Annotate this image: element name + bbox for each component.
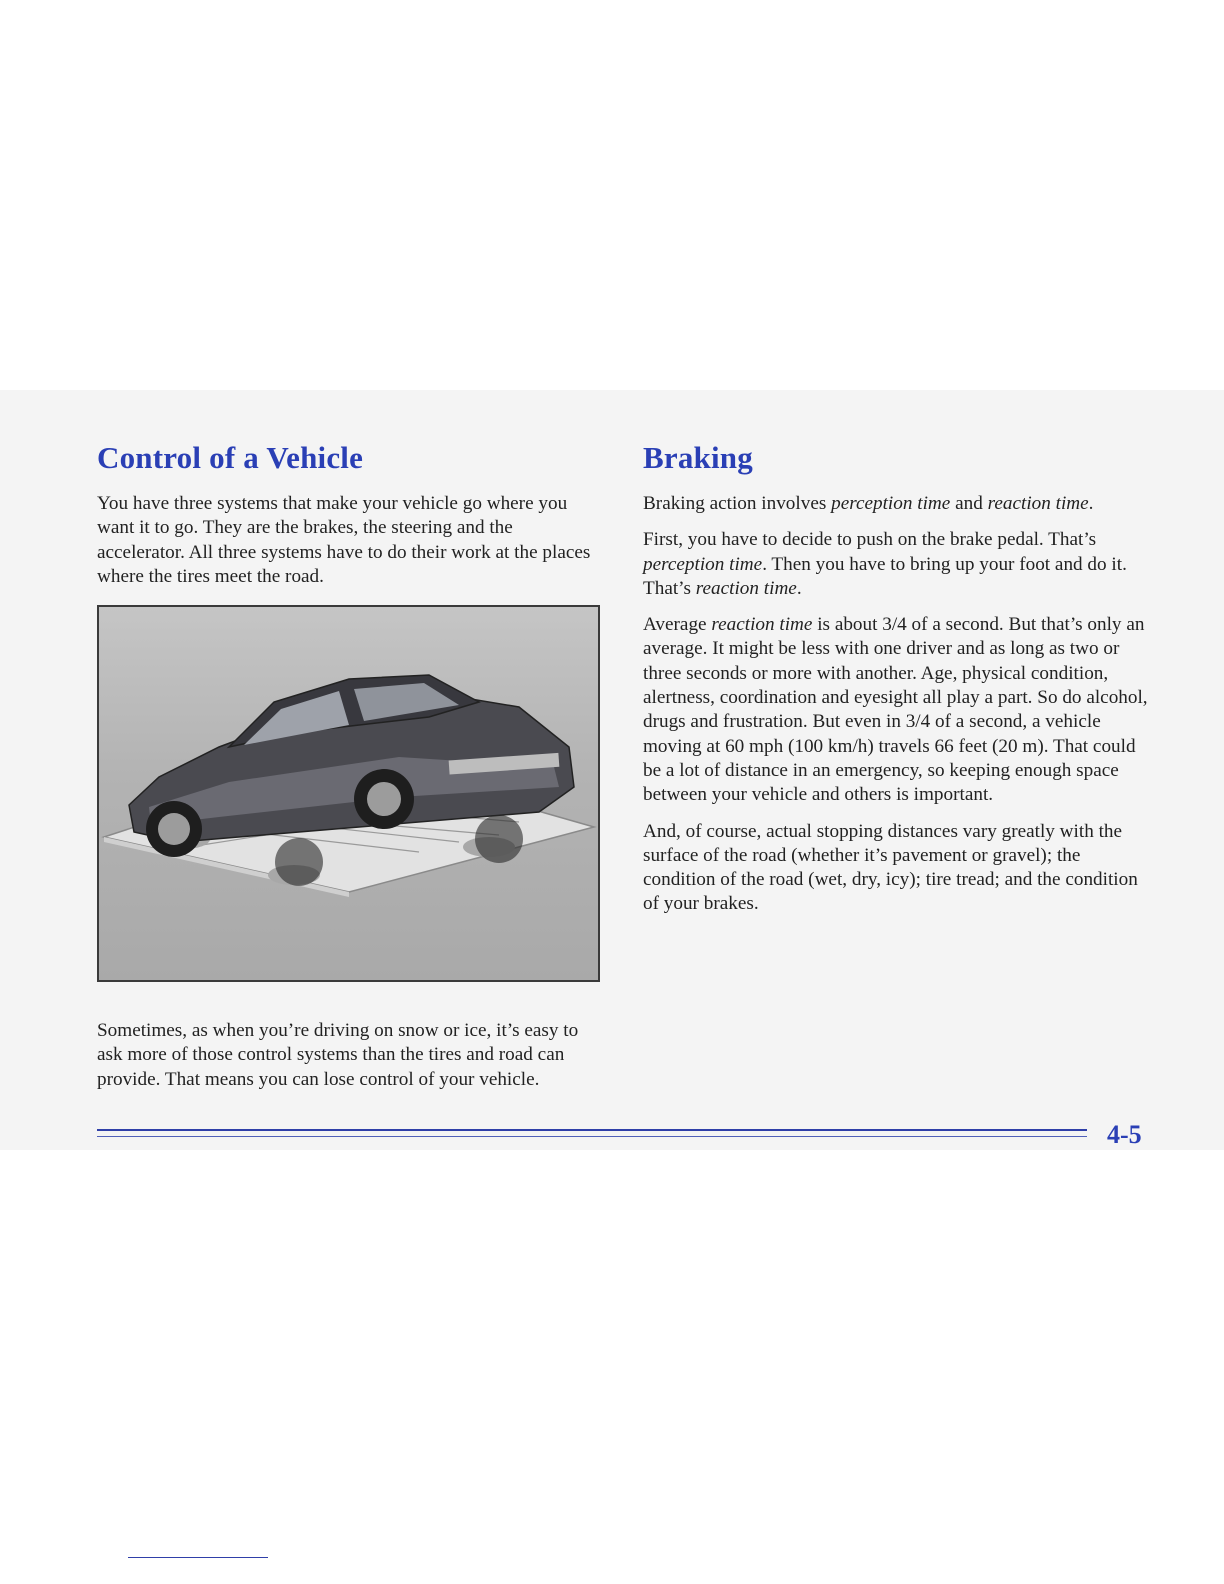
term-perception-time: perception time <box>643 553 763 575</box>
footer-rule-bottom <box>97 1136 1087 1137</box>
text-run: and <box>950 493 988 514</box>
text-run: Braking action involves <box>643 493 832 514</box>
section-heading-braking: Braking <box>643 440 753 475</box>
term-reaction-time: reaction time <box>987 493 1089 514</box>
text-run: is about 3/4 of a second. But that’s only an average. It might be less with one driver and as long as two or three seconds or more with another. Age, physical condition, alertness, coordination and eyesight all play a part. So do alcohol, drugs and frustration. But even in 3/4 of a second, a vehicle moving at 60 mph (100 km/h) travels 66 feet (20 m). That could be a lot of distance in an emergency, so keeping enough space between your vehicle and others is important. <box>643 614 1148 806</box>
left-bottom-block <box>97 1019 597 1104</box>
footer-rule-top <box>97 1129 1087 1131</box>
text-run: First, you have to decide to push on the brake pedal. That’s <box>643 529 1097 551</box>
section-heading-control: Control of a Vehicle <box>97 440 364 475</box>
left-column <box>97 440 602 601</box>
control-warning-paragraph: Sometimes, as when you’re driving on snow or ice, it’s easy to ask more of those control systems than the tires and road can provide. That means you can lose control of your vehicle. <box>97 1020 579 1090</box>
control-intro-paragraph: You have three systems that make your vehicle go where you want it to go. They are the brakes, the steering and the accelerator. All three systems have to do their work at the places where the tires meet the road. <box>97 493 591 587</box>
term-reaction-time: reaction time <box>695 577 797 599</box>
text-run: . <box>796 577 802 599</box>
term-perception-time: perception time <box>831 493 951 514</box>
text-run: . <box>1088 493 1094 514</box>
term-reaction-time: reaction time <box>711 614 813 636</box>
footer-short-line <box>128 1557 268 1558</box>
car-illustration <box>97 605 600 982</box>
car-on-platform-icon <box>99 607 598 980</box>
braking-paragraph-2 <box>643 528 1153 601</box>
right-column <box>643 440 1153 929</box>
text-run: . Then you have to bring up your foot and do it. That’s <box>643 553 1127 599</box>
page-number: 4-5 <box>1107 1120 1142 1149</box>
braking-paragraph-4: And, of course, actual stopping distances vary greatly with the surface of the road (whether it’s pavement or gravel); the condition of the road (wet, dry, icy); tire tread; and the condition of your brakes. <box>643 820 1138 915</box>
braking-paragraph-1 <box>643 492 1153 516</box>
braking-paragraph-3 <box>643 613 1153 807</box>
text-run: Average <box>643 614 712 636</box>
